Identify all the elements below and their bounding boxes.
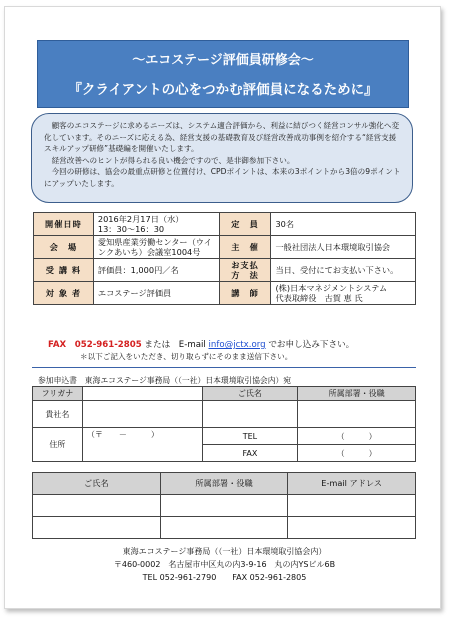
venue-value: 愛知県産業労働センター（ウインクあいち）会議室1004号 <box>93 236 219 259</box>
address-label: 住所 <box>33 428 83 462</box>
attendee-email-field[interactable] <box>288 495 416 517</box>
table-row <box>33 517 416 539</box>
footer-office: 東海エコステージ事務局（（一社）日本環境取引協会内） <box>122 547 327 556</box>
lecturer-label: 講 師 <box>219 282 271 305</box>
name-label: ご氏名 <box>202 387 298 401</box>
table-row <box>33 428 416 445</box>
table-header-row <box>33 473 416 495</box>
date-label: 開催日時 <box>34 213 94 236</box>
attendee-name-field[interactable] <box>33 495 161 517</box>
attendees-table <box>32 472 416 539</box>
fax-field[interactable]: （ ） <box>298 445 416 462</box>
attendee-department-field[interactable] <box>160 495 288 517</box>
capacity-value: 30名 <box>271 213 416 236</box>
venue-label: 会 場 <box>34 236 94 259</box>
intro-box <box>31 113 413 203</box>
lecturer-value <box>271 282 416 305</box>
attendee-department-header: 所属部署・役職 <box>160 473 288 495</box>
company-field[interactable] <box>82 401 202 428</box>
table-row <box>33 401 416 428</box>
table-row <box>34 236 416 259</box>
intro-paragraph-2: 経営改善へのヒントが得られる良い機会ですので、是非御参加下さい。 <box>51 155 295 165</box>
attendee-name-field[interactable] <box>33 517 161 539</box>
attendee-name-header: ご氏名 <box>33 473 161 495</box>
host-value: 一般社団法人日本環境取引協会 <box>271 236 416 259</box>
title-banner <box>37 40 409 108</box>
date-value-2: 13：30～16：30 <box>97 224 165 234</box>
contact-line <box>48 338 354 350</box>
attendee-department-field[interactable] <box>160 517 288 539</box>
attendee-email-header: E-mail アドレス <box>288 473 416 495</box>
lecturer-name: 代表取締役 古賀 恵 氏 <box>275 293 363 303</box>
furigana-field[interactable] <box>82 387 202 401</box>
table-row <box>34 282 416 305</box>
attendee-email-field[interactable] <box>288 517 416 539</box>
application-form <box>32 386 416 462</box>
name-field[interactable] <box>202 401 298 428</box>
furigana-label: フリガナ <box>33 387 83 401</box>
fee-label: 受 講 料 <box>34 259 94 282</box>
payment-value: 当日、受付にてお支払い下さい。 <box>271 259 416 282</box>
address-field[interactable] <box>82 428 202 462</box>
lecturer-company: (株)日本マネジメントシステム <box>275 283 388 293</box>
title-line-2: 『クライアントの心をつかむ評価員になるために』 <box>68 82 378 98</box>
footer <box>0 545 449 584</box>
or-email-text: または E-mail <box>144 340 206 350</box>
fax-label: FAX <box>202 445 298 462</box>
request-text: でお申し込み下さい。 <box>268 340 355 350</box>
host-label: 主 催 <box>219 236 271 259</box>
tel-label: TEL <box>202 428 298 445</box>
target-value: エコステージ評価員 <box>93 282 219 305</box>
table-row <box>33 495 416 517</box>
footer-phone: TEL 052-961-2790 FAX 052-961-2805 <box>142 573 307 582</box>
payment-label-1: お支払 <box>231 260 259 270</box>
tel-field[interactable]: （ ） <box>298 428 416 445</box>
application-header: 参加申込書 東海エコステージ事務局（（一社）日本環境取引協会内）宛 <box>38 376 292 385</box>
table-row <box>33 387 416 401</box>
footer-address: 〒460-0002 名古屋市中区丸の内3-9-16 丸の内YSビル6B <box>113 560 336 569</box>
date-value <box>93 213 219 236</box>
department-label: 所属部署・役職 <box>298 387 416 401</box>
event-info-table <box>33 212 416 305</box>
title-line-1: ～エコステージ評価員研修会～ <box>132 53 314 68</box>
postal-code-field: （〒 － ） <box>86 430 159 439</box>
payment-label <box>219 259 271 282</box>
date-value-1: 2016年2月17日（水） <box>97 214 184 224</box>
fax-note: ＊以下ご記入をいただき、切り取らずにそのまま送信下さい。 <box>80 352 293 361</box>
intro-paragraph-3: 今回の研修は、協会の最重点研修と位置付け、CPDポイントは、本来の3ポイントから3倍の9ポイントにアップいたします。 <box>44 167 401 188</box>
fax-number: FAX 052-961-2805 <box>48 340 142 350</box>
capacity-label: 定 員 <box>219 213 271 236</box>
table-row <box>34 213 416 236</box>
email-link[interactable]: info@jctx.org <box>208 340 266 350</box>
divider <box>32 367 416 368</box>
department-field[interactable] <box>298 401 416 428</box>
fee-value: 評価員：1,000円／名 <box>93 259 219 282</box>
company-label: 貴社名 <box>33 401 83 428</box>
payment-label-2: 方 法 <box>231 270 259 280</box>
table-row <box>34 259 416 282</box>
intro-paragraph-1: 顧客のエコステージに求めるニーズは、システム適合評価から、利益に結びつく経営コンサル強化へ変化しています。そのニーズに応える為、経営支援の基礎教育及び経営改善成功事例を紹介する“経営支援スキルアップ研修”基礎編を開催いたします。 <box>44 121 400 154</box>
target-label: 対 象 者 <box>34 282 94 305</box>
